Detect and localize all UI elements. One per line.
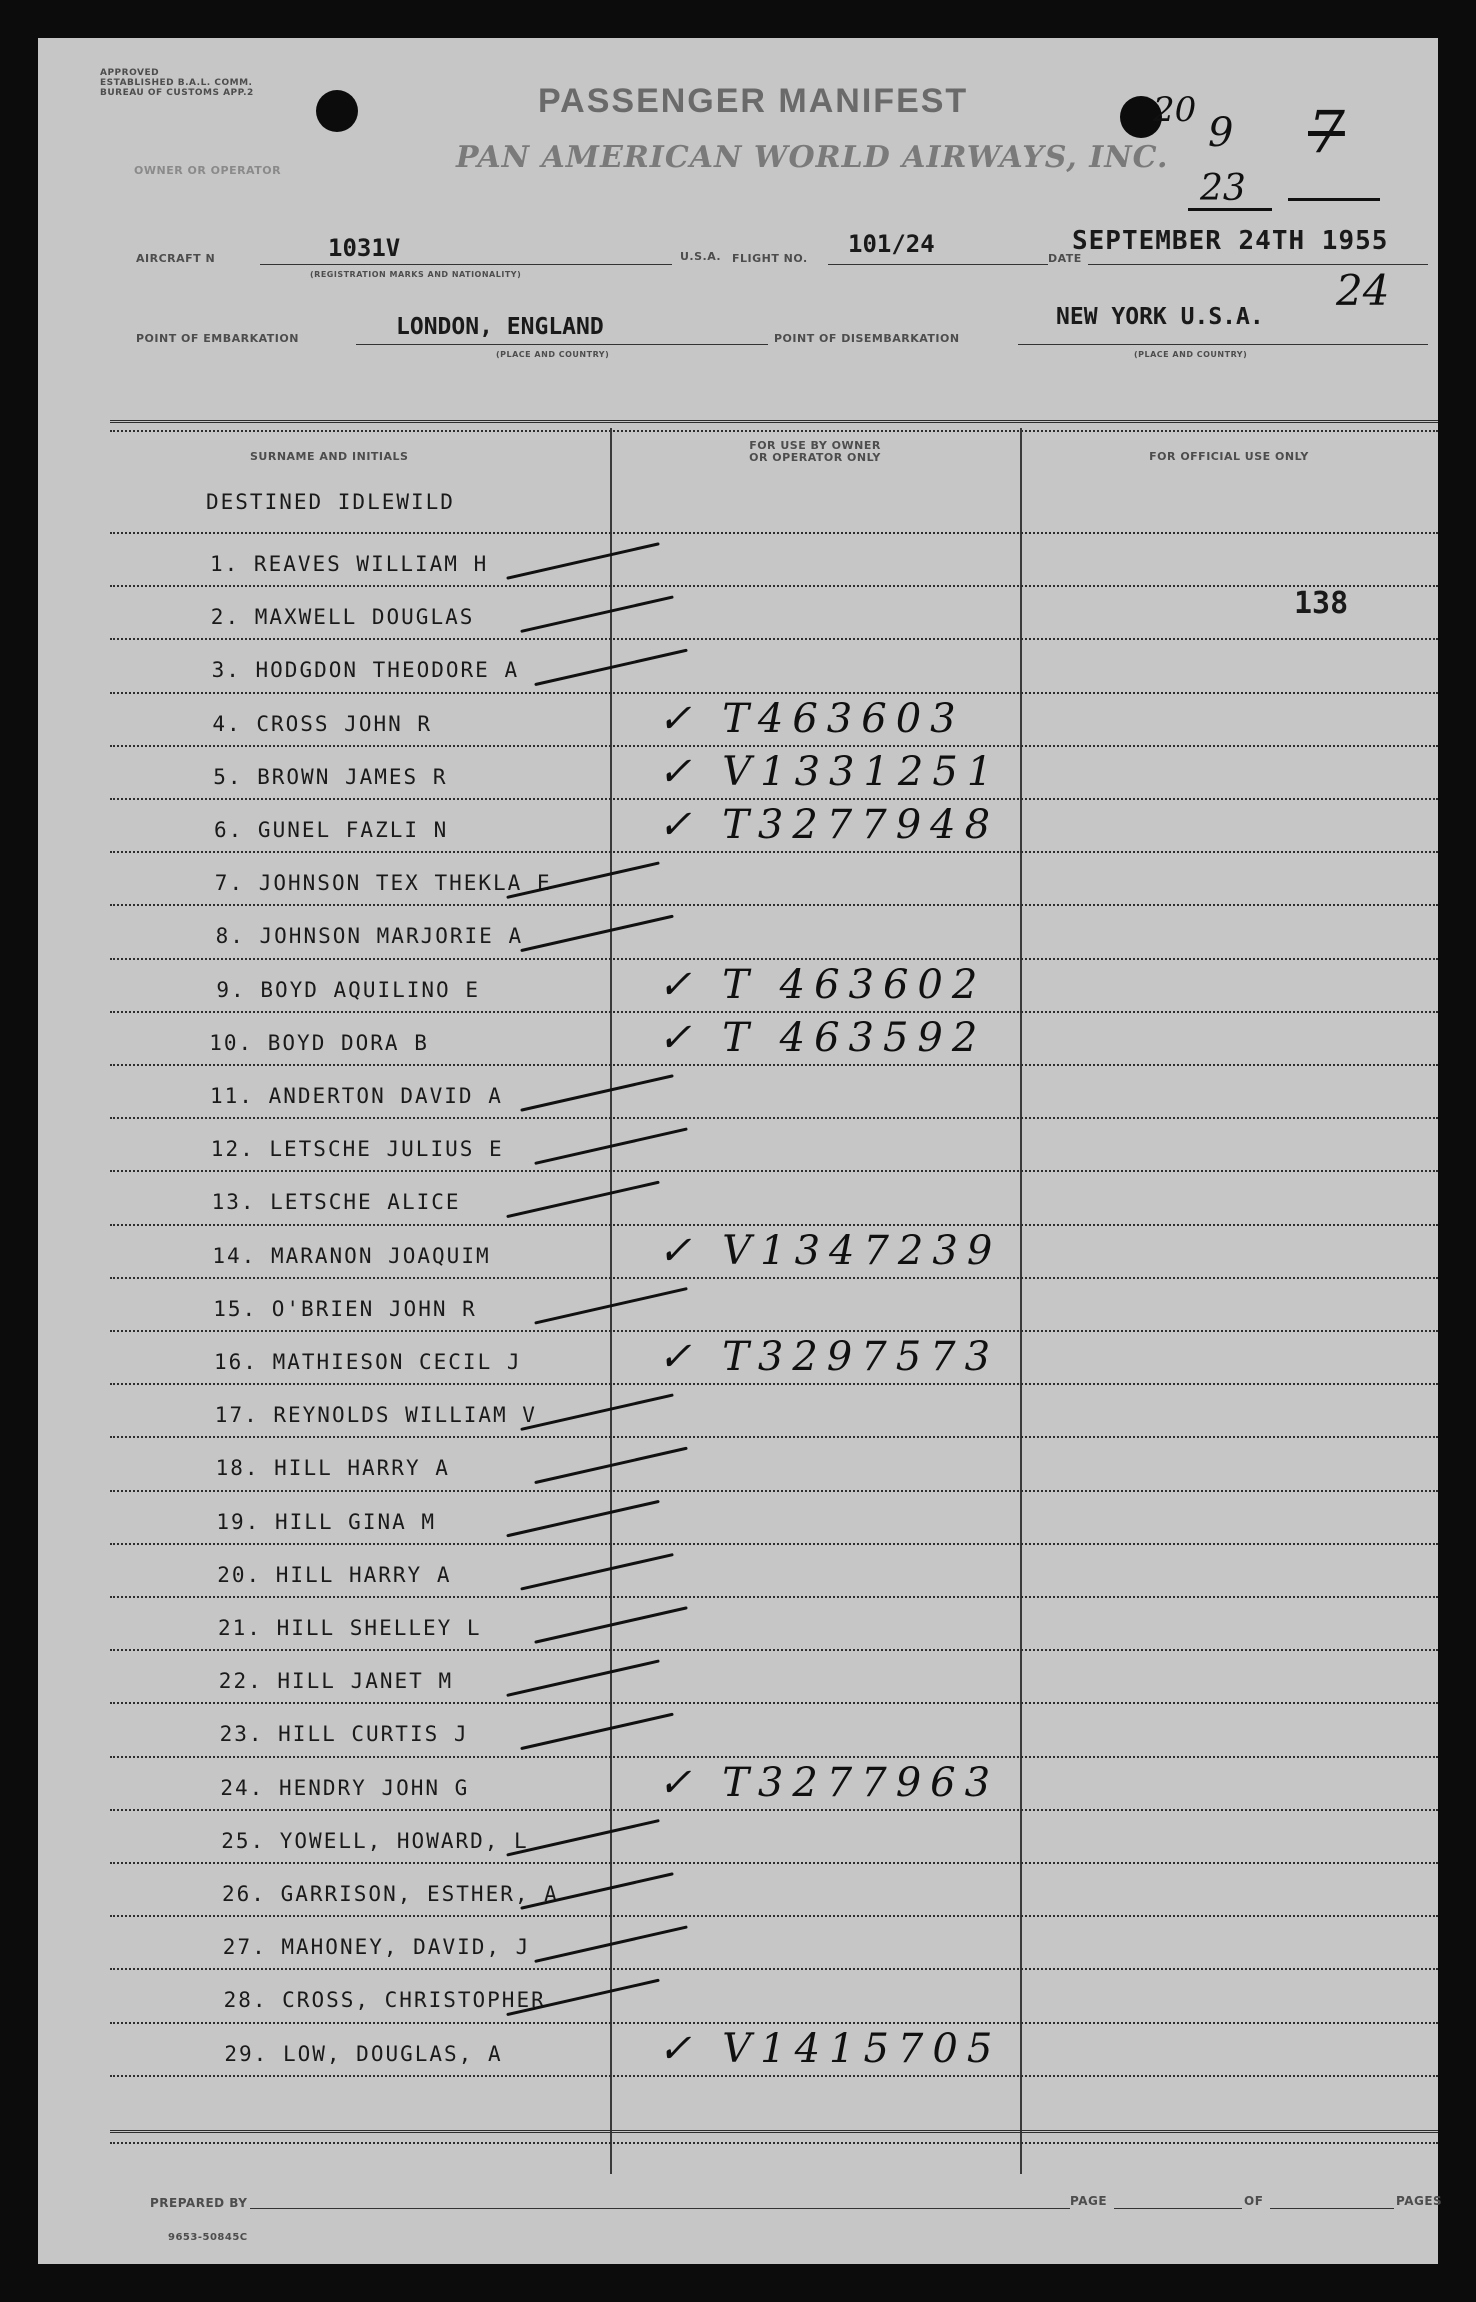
approval-stamp: APPROVED ESTABLISHED B.A.L. COMM. BUREAU OF CUSTOMS APP.2	[100, 68, 254, 98]
registration-note: (REGISTRATION MARKS AND NATIONALITY)	[310, 270, 522, 279]
passport-note: ✓ T3277948	[658, 802, 1000, 848]
embarkation-label: POINT OF EMBARKATION	[136, 332, 299, 345]
check-stroke	[522, 916, 672, 950]
passport-note: ✓ V1415705	[658, 2025, 1002, 2072]
passenger-name: 15. O'BRIEN JOHN R	[213, 1296, 477, 1321]
embarkation-place: LONDON, ENGLAND	[396, 314, 604, 340]
corner-mark-3: 23	[1200, 168, 1246, 209]
check-stroke	[508, 1980, 658, 2014]
passenger-name: 7. JOHNSON TEX THEKLA E	[214, 871, 552, 896]
passenger-name: 11. ANDERTON DAVID A	[210, 1084, 503, 1108]
check-stroke	[536, 650, 686, 684]
check-stroke	[522, 1874, 672, 1908]
passport-note: ✓ T3297573	[658, 1334, 1000, 1380]
form-number: 9653-50845C	[168, 2232, 248, 2243]
disembarkation-label: POINT OF DISEMBARKATION	[774, 332, 960, 345]
check-stroke	[536, 1927, 686, 1961]
check-stroke	[508, 1502, 658, 1536]
passenger-name: 9. BOYD AQUILINO E	[216, 977, 480, 1002]
destined-note: DESTINED IDLEWILD	[206, 490, 455, 514]
passenger-name: 12. LETSCHE JULIUS E	[210, 1137, 504, 1162]
check-stroke	[508, 863, 658, 897]
embark-place-note: (PLACE AND COUNTRY)	[496, 350, 610, 359]
check-stroke	[536, 1289, 686, 1323]
passenger-name: 1. REAVES WILLIAM H	[210, 552, 489, 576]
passenger-name: 23. HILL CURTIS J	[219, 1722, 469, 1747]
passport-note: ✓ V1331251	[658, 748, 1002, 795]
corner-mark-4: 7	[1308, 98, 1345, 166]
check-stroke	[536, 1608, 686, 1642]
page-label: PAGE	[1070, 2194, 1108, 2208]
check-stroke	[508, 1182, 658, 1216]
aircraft-label: AIRCRAFT N	[136, 252, 216, 265]
date-label: DATE	[1048, 252, 1082, 265]
passenger-name: 27. MAHONEY, DAVID, J	[222, 1935, 531, 1960]
flight-date: SEPTEMBER 24TH 1955	[1072, 226, 1389, 256]
passport-note: ✓ T3277963	[658, 1759, 1000, 1806]
date-annotation: 24	[1336, 266, 1390, 315]
passport-note: ✓ T 463602	[658, 961, 987, 1008]
manifest-title: PASSENGER MANIFEST	[538, 82, 969, 120]
of-label: OF	[1244, 2194, 1264, 2208]
passenger-name: 3. HODGDON THEODORE A	[211, 658, 520, 683]
usa-label: U.S.A.	[680, 250, 722, 263]
passenger-name: 2. MAXWELL DOUGLAS	[210, 605, 475, 630]
check-stroke	[522, 1395, 672, 1429]
passenger-name: 20. HILL HARRY A	[217, 1562, 452, 1587]
check-stroke	[522, 1076, 672, 1110]
passenger-name: 4. CROSS JOHN R	[212, 711, 433, 736]
col-header-surname: SURNAME AND INITIALS	[250, 450, 409, 463]
check-stroke	[522, 1714, 672, 1748]
passenger-name: 16. MATHIESON CECIL J	[214, 1350, 522, 1374]
check-stroke	[536, 1448, 686, 1482]
owner-label: OWNER OR OPERATOR	[134, 164, 282, 177]
col-header-official: FOR OFFICIAL USE ONLY	[1149, 450, 1309, 463]
passenger-name: 26. GARRISON, ESTHER, A	[222, 1882, 559, 1906]
corner-mark-1: 20	[1153, 90, 1197, 130]
flight-label: FLIGHT NO.	[732, 252, 808, 265]
disembarkation-place: NEW YORK U.S.A.	[1056, 304, 1264, 330]
passenger-name: 13. LETSCHE ALICE	[211, 1190, 461, 1215]
passport-note: ✓ T463603	[658, 695, 965, 742]
passport-note: ✓ V1347239	[658, 1227, 1002, 1274]
check-stroke	[522, 597, 672, 631]
passenger-name: 5. BROWN JAMES R	[213, 764, 448, 789]
passenger-name: 21. HILL SHELLEY L	[218, 1616, 482, 1640]
passenger-name: 24. HENDRY JOHN G	[220, 1775, 470, 1800]
passenger-name: 28. CROSS, CHRISTOPHER	[223, 1988, 546, 2013]
passenger-name: 18. HILL HARRY A	[215, 1456, 450, 1481]
passenger-name: 6. GUNEL FAZLI N	[214, 818, 449, 842]
passenger-name: 22. HILL JANET M	[218, 1669, 454, 1694]
corner-mark-2: 9	[1208, 110, 1234, 156]
passenger-name: 25. YOWELL, HOWARD, L	[221, 1828, 529, 1853]
pages-label: PAGES	[1396, 2194, 1443, 2208]
check-stroke	[508, 544, 658, 578]
col-header-owner: FOR USE BY OWNER OR OPERATOR ONLY	[749, 439, 881, 464]
check-strokes	[38, 38, 1438, 2264]
check-stroke	[522, 1555, 672, 1589]
passenger-name: 29. LOW, DOUGLAS, A	[224, 2041, 503, 2066]
official-mark: 138	[1294, 586, 1349, 621]
passenger-name: 17. REYNOLDS WILLIAM V	[214, 1403, 537, 1428]
aircraft-number: 1031V	[328, 234, 401, 262]
passenger-name: 8. JOHNSON MARJORIE A	[215, 924, 524, 949]
passenger-name: 10. BOYD DORA B	[209, 1030, 429, 1055]
disembark-place-note: (PLACE AND COUNTRY)	[1134, 350, 1248, 359]
passenger-name: 19. HILL GINA M	[216, 1509, 437, 1534]
flight-number: 101/24	[848, 230, 935, 258]
check-stroke	[536, 1129, 686, 1163]
prepared-by-label: PREPARED BY	[150, 2196, 248, 2210]
airline-name: PAN AMERICAN WORLD AIRWAYS, INC.	[456, 140, 1169, 175]
passport-note: ✓ T 463592	[658, 1014, 987, 1061]
check-stroke	[508, 1661, 658, 1695]
check-stroke	[508, 1821, 658, 1855]
manifest-sheet	[38, 38, 1443, 2264]
passenger-name: 14. MARANON JOAQUIM	[212, 1243, 491, 1268]
